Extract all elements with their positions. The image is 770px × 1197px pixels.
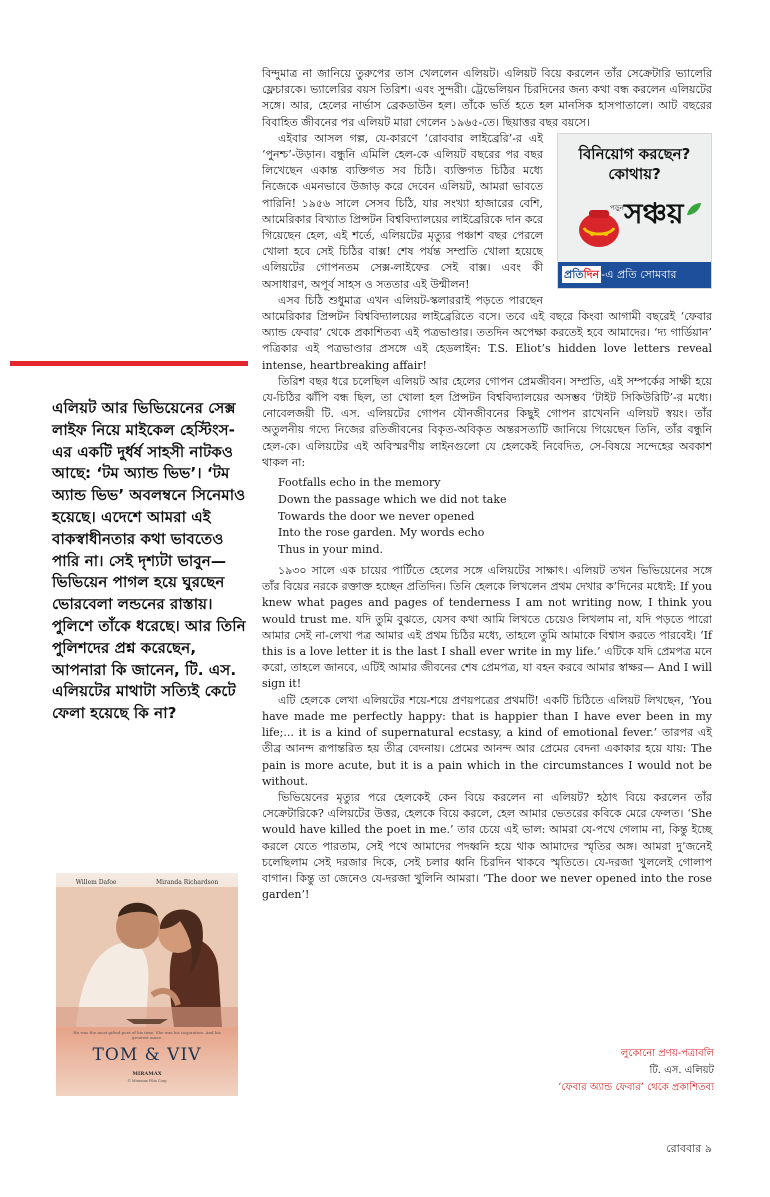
poem-block	[278, 475, 712, 559]
article-paragraph: ভিভিয়েনের মৃত্যুর পরে হেলকেই কেন বিয়ে করলেন না এলিয়ট? হঠাৎ বিয়ে করলেন তাঁর সেক্রেটারিকে? এলিয়টের উত্তর, হেলকে বিয়ে করলে, হেল আমার ভেতরের কবিকে মেরে ফেলত। ‘She would have killed the poet in me.’ তার চেয়ে এই ভাল: আমরা যে-পথে গেলাম না, কিন্তু ইচ্ছে করলে যেতে পারতাম, সেই পথে আমাদের পদধ্বনি হয়ে থাক আমাদের স্মৃতির অঙ্গ। আমরা দু’জনেই চলেছিলাম সেই দরজার দিকে, সেই চলার ধ্বনি চিরদিন থাকবে স্মৃতিতে। যে-দরজা খুললেই গোলাপ বাগান। কিন্তু তা জেনেও যে-দরজা খুলিনি আমরা। ‘The door we never opened into the rose garden’!	[262, 790, 712, 902]
poster-title: TOM & VIV	[92, 1045, 202, 1065]
ad-headline	[558, 134, 711, 184]
ad-read-label: পড়ুন	[610, 203, 624, 212]
article-body	[262, 66, 712, 903]
ad-brand-part-2: দিন	[583, 267, 600, 281]
book-author: টি. এস. এলিয়ট	[649, 1065, 714, 1076]
poem-line: Towards the door we never opened	[278, 509, 475, 523]
poem-line: Footfalls echo in the memory	[278, 476, 441, 490]
red-rule	[10, 361, 248, 366]
ad-brand: সঞ্চয়	[624, 196, 684, 230]
article-paragraph: এটি হেলকে লেখা এলিয়টের শয়ে-শয়ে প্রণয়পত্রের প্রথমটি! একটি চিঠিতে এলিয়ট লিখছেন, ‘You have made me perfectly happy: that is happier than I have ever been in my life;... it is a kind of supernatural ecstasy, a kind of emotional fever.’ তারপর এই তীব্র আনন্দ রূপান্তরিত হয় তীব্র বেদনায়। প্রেমের আনন্দ আর প্রেমের বেদনা একাকার হয়ে যায়: The pain is more acute, but it is a pain which in the circumstances I would not be without.	[262, 693, 712, 788]
ad-footer-band	[558, 262, 711, 288]
article-paragraph: ১৯৩০ সালে এক চায়ের পার্টিতে হেলের সঙ্গে এলিয়টের সাক্ষাৎ। এলিয়ট তখন ভিভিয়েনের সঙ্গে তাঁর বিয়ের নরকে রক্তাক্ত হচ্ছেন প্রতিদিন। তিনি হেলকে লিখলেন প্রথম দেখার ক’দিনের মধ্যেই: If you knew what pages and pages of tenderness I am not writing now, I think you would trust me. যদি তুমি বুঝতে, যেসব কথা আমি লিখতে চেয়েও লিখলাম না, যদি পড়তে পারো আমার সেই না-লেখা পত্র আমার এই প্রথম চিঠির মধ্যে, তাহলে তুমি আমাকে বিশ্বাস করতে পারবেই। ‘If this is a love letter it is the last I shall ever write in my life.’ এটিকে যদি প্রেমপত্র মনে করো, তাহলে জানবে, এটিই আমার জীবনের শেষ প্রেমপত্র, যা বহন করবে আমার স্বাক্ষর— And I will sign it!	[262, 564, 712, 691]
book-credit	[558, 1045, 714, 1096]
leaf-icon	[686, 202, 702, 216]
poem-line: Thus in your mind.	[278, 543, 383, 557]
poster-couple-image	[56, 887, 238, 1027]
poster-studio: MIRAMAX	[132, 1071, 162, 1077]
sanchay-ad[interactable]	[557, 133, 712, 289]
article-paragraph: এইবার আসল গল্প, যে-কারণে ‘রোববার লাইব্রেরি’-র এই ‘পুনশ্চ’-উড়ান। বন্ধুনি এমিলি হেল-কে এলিয়ট বছরের পর বছর লিখেছেন একান্ত ব্যক্তিগত সব চিঠি। ব্যক্তিগত চিঠির মধ্যে নিজেকে এমনভাবে উজাড় করে দেবেন এলিয়ট, আমরা ভাবতে পারিনি! ১৯৫৬ সালে সেসব চিঠি, যার সংখ্যা হাজারের বেশি, আমেরিকার বিখ্যাত প্রিন্সটন বিশ্ববিদ্যালয়ের লাইব্রেরিকে দান করে গিয়েছেন হেল, এই শর্তে, এলিয়টের মৃত্যুর পঞ্চাশ বছর পেরলে খোলা হবে সেই চিঠির বাক্স! শেষ পর্যন্ত সম্প্রতি খোলা হয়েছে এলিয়টের গোপনতম সেক্স-লাইফের সেই বাক্স। এবং কী অসাধারণ, অপূর্ব সাহস ও সততার এই উন্মীলন!	[262, 131, 543, 291]
ad-brand-part-1: প্রতি	[564, 267, 584, 281]
poster-actor-2: Miranda Richardson	[156, 879, 219, 886]
poem-line: Down the passage which we did not take	[278, 492, 507, 506]
money-pot-icon	[576, 204, 622, 250]
movie-poster	[56, 873, 238, 1096]
poster-cast	[56, 879, 238, 886]
book-source: ‘ফেবার অ্যান্ড ফেবার’ থেকে প্রকাশিতব্য	[558, 1082, 714, 1093]
ad-headline-line-2: কোথায়?	[608, 164, 661, 183]
poster-credits: © Miramax Film Corp	[127, 1079, 167, 1083]
ad-headline-line-1: বিনিয়োগ করছেন?	[578, 144, 691, 163]
poem-line: Into the rose garden. My words echo	[278, 526, 485, 540]
book-title: লুকোনো প্রণয়-পত্রাবলি	[620, 1048, 714, 1059]
article-paragraph: বিন্দুমাত্র না জানিয়ে তুরুপের তাস খেললেন এলিয়ট। এলিয়ট বিয়ে করলেন তাঁর সেক্রেটারি ভ্যালেরি ফ্লেচারকে। ভ্যালেরির বয়স তিরিশ। এবং সুন্দরী। ট্রেভেলিয়ন চিরদিনের জন্য কথা বন্ধ করলেন এলিয়টের সঙ্গে। আর, হেলের নার্ভাস ব্রেকডাউন হল। তাঁকে ভর্তি হতে হল মানসিক হাসপাতালে। আট বছরের বিবাহিত জীবনের পর এলিয়ট মারা গেলেন ১৯৬৫-তে। ছিয়াত্তর বছর বয়সে।	[262, 67, 712, 129]
page-folio: রোববার ৯	[666, 1142, 712, 1155]
ad-footer-text: -এ প্রতি সোমবার	[601, 267, 677, 281]
ad-newspaper-brand	[562, 266, 601, 283]
poster-tagline: He was the most gifted poet of his time. She was his inspiration. And his greatest muse.	[73, 1030, 221, 1040]
advertisement[interactable]	[557, 133, 712, 293]
article-paragraph: এসব চিঠি শুধুমাত্র এখন এলিয়ট-স্কলাররাই পড়তে পারছেন আমেরিকার প্রিন্সটন বিশ্ববিদ্যালয়ের লাইব্রেরিতে বসে। তবে এই বছরে কিংবা আগামী বছরেই ‘ফেবার অ্যান্ড ফেবার’ থেকে প্রকাশিতব্য এই পত্রভাণ্ডার। ততদিন অপেক্ষা করতেই হবে আমাদের। ‘দ্য গার্ডিয়ান’ পত্রিকার এই পত্রভাণ্ডার প্রসঙ্গে এই হেডলাইন: T.S. Eliot’s hidden love letters reveal intense, heartbreaking affair!	[262, 293, 712, 372]
pull-quote: এলিয়ট আর ভিভিয়েনের সেক্স লাইফ নিয়ে মাইকেল হেস্টিংস-এর একটি দুর্ধর্ষ সাহসী নাটকও আছে: ‘টম অ্যান্ড ভিভ’। ‘টম অ্যান্ড ভিভ’ অবলম্বনে সিনেমাও হয়েছে। এদেশে আমরা এই বাকস্বাধীনতার কথা ভাবতেও পারি না। সেই দৃশ্যটা ভাবুন— ভিভিয়েন পাগল হয়ে ঘুরছেন ভোরবেলা লন্ডনের রাস্তায়। পুলিশে তাঁকে ধরেছে। আর তিনি পুলিশদের প্রশ্ন করেছেন, আপনারা কি জানেন, টি. এস. এলিয়টের মাথাটা সত্যিই কেটে ফেলা হয়েছে কি না?	[52, 399, 246, 723]
article-paragraph: তিরিশ বছর ধরে চলেছিল এলিয়ট আর হেলের গোপন প্রেমজীবন। সম্প্রতি, এই সম্পর্কের সাক্ষী হয়ে যে-চিঠির ঝাঁপি বন্ধ ছিল, তা খোলা হল প্রিন্সটন বিশ্ববিদ্যালয়ের অসম্ভব ‘টাইট সিকিউরিটি’-র মধ্যে। নোবেলজয়ী টি. এস. এলিয়টের গোপন যৌনজীবনের কিছুই গোপন রাখেননি এলিয়ট স্বয়ং। তাঁর অতুলনীয় গদ্যে নিজের রতিজীবনের বিকৃত-অবিকৃত অন্তরসত্যটি জানিয়ে গিয়েছেন তিনি, তাঁর বন্ধুনি হেল-কে। এলিয়টের এই অবিস্মরণীয় লাইনগুলো যে হেলকেই নিবেদিত, সে-বিষয়ে সন্দেহের অবকাশ থাকল না:	[262, 374, 712, 469]
poster-actor-1: Willem Dafoe	[75, 879, 117, 886]
